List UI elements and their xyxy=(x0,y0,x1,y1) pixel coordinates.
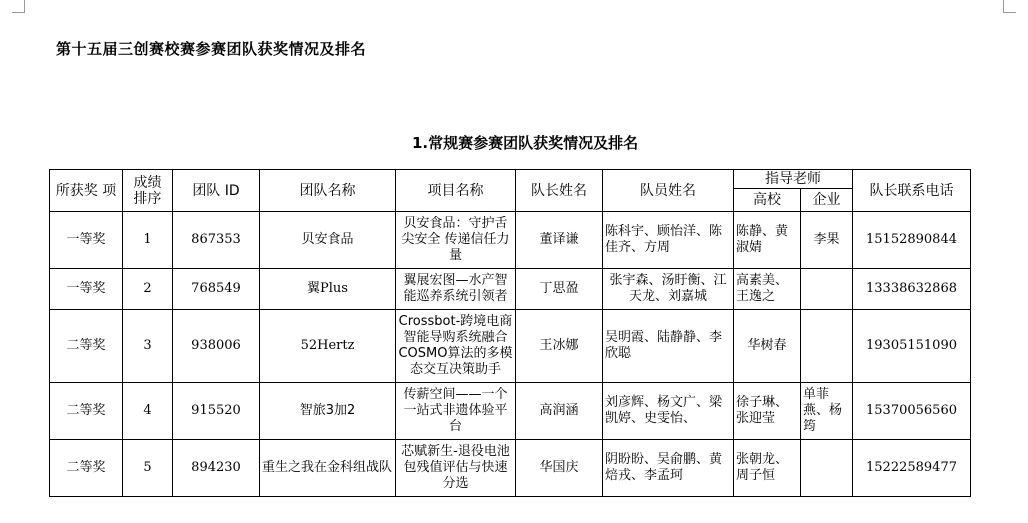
cell-school-advisor: 张朝龙、周子恒 xyxy=(734,440,801,497)
cell-school-advisor: 徐子琳、张迎莹 xyxy=(734,383,801,440)
cell-leader: 董译谦 xyxy=(516,212,603,269)
table-row xyxy=(50,269,971,310)
section-title: 1.常规赛参赛团队获奖情况及排名 xyxy=(412,134,639,152)
awards-table xyxy=(49,169,971,497)
cell-company-advisor: 单菲燕、杨筠 xyxy=(801,383,853,440)
cell-school-advisor: 高素美、王逸之 xyxy=(734,269,801,310)
header-advisor-company: 企业 xyxy=(801,189,853,212)
table-row xyxy=(50,310,971,383)
table-row xyxy=(50,440,971,497)
cell-team-id: 894230 xyxy=(173,440,260,497)
cell-leader: 高润涵 xyxy=(516,383,603,440)
cell-team-name: 重生之我在金科组战队 xyxy=(260,440,396,497)
cell-award: 一等奖 xyxy=(50,269,123,310)
cell-award: 二等奖 xyxy=(50,310,123,383)
cell-project-name: Crossbot-跨境电商智能导购系统融合COSMO算法的多模态交互决策助手 xyxy=(396,310,516,383)
cell-phone: 15370056560 xyxy=(853,383,971,440)
cell-members: 刘彦辉、杨文广、梁凯婷、史雯怡、 xyxy=(603,383,734,440)
cell-team-name: 52Hertz xyxy=(260,310,396,383)
cell-rank: 3 xyxy=(123,310,173,383)
cell-rank: 2 xyxy=(123,269,173,310)
cell-leader: 王冰娜 xyxy=(516,310,603,383)
cell-team-name: 贝安食品 xyxy=(260,212,396,269)
cell-school-advisor: 华树春 xyxy=(734,310,801,383)
header-advisor-school: 高校 xyxy=(734,189,801,212)
cell-members: 陈科宇、顾怡洋、陈佳齐、方周 xyxy=(603,212,734,269)
cell-company-advisor: 李果 xyxy=(801,212,853,269)
document-title: 第十五届三创赛校赛参赛团队获奖情况及排名 xyxy=(56,40,367,58)
header-rank: 成绩 排序 xyxy=(123,170,173,212)
cell-project-name: 芯赋新生-退役电池包残值评估与快速分选 xyxy=(396,440,516,497)
header-team-id: 团队 ID xyxy=(173,170,260,212)
table-row xyxy=(50,212,971,269)
cell-award: 一等奖 xyxy=(50,212,123,269)
cell-team-id: 915520 xyxy=(173,383,260,440)
header-award: 所获奖 项 xyxy=(50,170,123,212)
cell-phone: 19305151090 xyxy=(853,310,971,383)
header-members: 队员姓名 xyxy=(603,170,734,212)
cell-team-name: 智旅3加2 xyxy=(260,383,396,440)
cell-team-id: 768549 xyxy=(173,269,260,310)
cell-company-advisor xyxy=(801,440,853,497)
cell-company-advisor xyxy=(801,269,853,310)
cell-team-id: 867353 xyxy=(173,212,260,269)
cell-company-advisor xyxy=(801,310,853,383)
header-advisors: 指导老师 xyxy=(734,170,853,189)
header-phone: 队长联系电话 xyxy=(853,170,971,212)
cell-members: 张宇森、汤盱衡、江天龙、刘嘉城 xyxy=(603,269,734,310)
cell-rank: 1 xyxy=(123,212,173,269)
cell-phone: 15152890844 xyxy=(853,212,971,269)
cell-award: 二等奖 xyxy=(50,383,123,440)
cell-leader: 华国庆 xyxy=(516,440,603,497)
cell-phone: 13338632868 xyxy=(853,269,971,310)
page-corner-mark-left xyxy=(12,0,25,13)
cell-members: 吴明霞、陆静静、李欣聪 xyxy=(603,310,734,383)
cell-team-id: 938006 xyxy=(173,310,260,383)
page-corner-mark-right xyxy=(1003,0,1016,13)
cell-project-name: 传薪空间——一个一站式非遗体验平台 xyxy=(396,383,516,440)
cell-leader: 丁思盈 xyxy=(516,269,603,310)
cell-members: 阴盼盼、吴俞鹏、黄焙戎、李孟珂 xyxy=(603,440,734,497)
header-leader: 队长姓名 xyxy=(516,170,603,212)
header-project-name: 项目名称 xyxy=(396,170,516,212)
table-header-row xyxy=(50,170,971,189)
table-row xyxy=(50,383,971,440)
cell-team-name: 翼Plus xyxy=(260,269,396,310)
cell-rank: 4 xyxy=(123,383,173,440)
cell-project-name: 翼展宏图—水产智能巡养系统引领者 xyxy=(396,269,516,310)
cell-phone: 15222589477 xyxy=(853,440,971,497)
cell-award: 二等奖 xyxy=(50,440,123,497)
cell-school-advisor: 陈静、黄淑婧 xyxy=(734,212,801,269)
cell-project-name: 贝安食品：守护舌尖安全 传递信任力量 xyxy=(396,212,516,269)
cell-rank: 5 xyxy=(123,440,173,497)
header-team-name: 团队名称 xyxy=(260,170,396,212)
